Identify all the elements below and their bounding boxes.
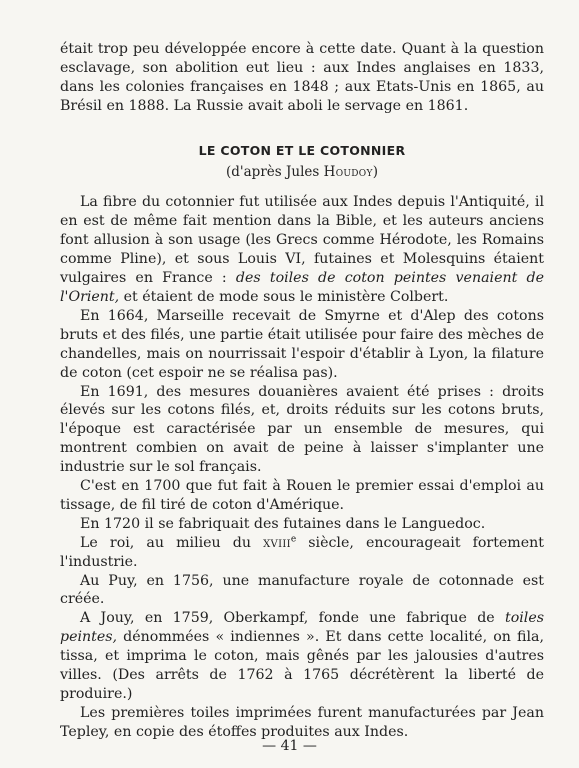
paragraph-3: En 1691, des mesures douanières avaient été prises : droits élevés sur les cotons filés, et, droits réduits sur les cotons bruts, l'époque est caractérisée par un ensemble de mesures, qui montrent combien on avait de peine à laisser s'implanter une industrie sur le sol français. xyxy=(60,383,544,476)
paragraph-5: En 1720 il se fabriquait des futaines dans le Languedoc. xyxy=(80,515,486,532)
subtitle-prefix: (d'après Jules xyxy=(226,163,324,180)
paragraph-6-text-b: siècle, encourageait fortement l'industrie. xyxy=(60,534,544,570)
paragraph-4: C'est en 1700 que fut fait à Rouen le premier essai d'emploi au tissage, de fil tiré de coton d'Amérique. xyxy=(60,478,544,513)
paragraph-6-text-a: Le roi, au milieu du xyxy=(80,534,264,551)
paragraph-1-text-b: et étaient de mode sous le ministère Colbert. xyxy=(119,288,449,305)
section-subtitle xyxy=(60,163,544,182)
paragraph-9: Les premières toiles imprimées furent manufacturées par Jean Tepley, en copie des étoffes produites aux Indes. xyxy=(60,704,544,740)
paragraph-8-text-b: dénommées « indiennes ». Et dans cette localité, on fila, tissa, et imprima le coton, mais gênés par les jalousies d'autres villes. (Des arrêts de 1762 à 1765 décrétèrent la liberté de produire.) xyxy=(60,629,544,702)
paragraph-2: En 1664, Marseille recevait de Smyrne et d'Alep des cotons bruts et des filés, une partie était utilisée pour faire des mèches de chandelles, mais on nourrissait l'espoir d'établir à Lyon, la filature de coton (cet espoir ne se réalisa pas). xyxy=(60,307,544,381)
paragraph-8 xyxy=(60,609,544,704)
paragraph-6 xyxy=(60,534,544,572)
page-body xyxy=(60,40,544,742)
intro-paragraph: était trop peu développée encore à cette date. Quant à la question esclavage, son abolition eut lieu : aux Indes anglaises en 1833, dans les colonies françaises en 1848 ; aux Etats-Unis en 1865, au Brésil en 1888. La Russie avait aboli le servage en 1861. xyxy=(60,41,544,114)
paragraph-8-italic: toiles peintes, xyxy=(60,610,544,646)
page-number: — 41 — xyxy=(262,738,317,754)
paragraph-6-sup: e xyxy=(290,534,297,545)
paragraph-6-century: xviii xyxy=(263,534,291,551)
paragraph-8-text-a: A Jouy, en 1759, Oberkampf, fonde une fabrique de xyxy=(80,610,505,627)
section-title: LE COTON ET LE COTONNIER xyxy=(198,142,406,158)
paragraph-1-text-a: La fibre du cotonnier fut utilisée aux Indes depuis l'Antiquité, il en est de même fait mention dans la Bible, et les auteurs anciens font allusion à son usage (les Grecs comme Hérodote, les Romains comme Pline), et sous Louis VI, futaines et Molesquins étaient vulgaires en France : xyxy=(60,194,544,287)
paragraph-1-italic: des toiles de coton peintes venaient de l'Orient, xyxy=(60,270,544,305)
subtitle-author: Houdoy xyxy=(323,163,373,180)
subtitle-suffix: ) xyxy=(372,163,378,180)
paragraph-1 xyxy=(60,193,544,306)
paragraph-7: Au Puy, en 1756, une manufacture royale de cotonnade est créée. xyxy=(60,572,544,608)
